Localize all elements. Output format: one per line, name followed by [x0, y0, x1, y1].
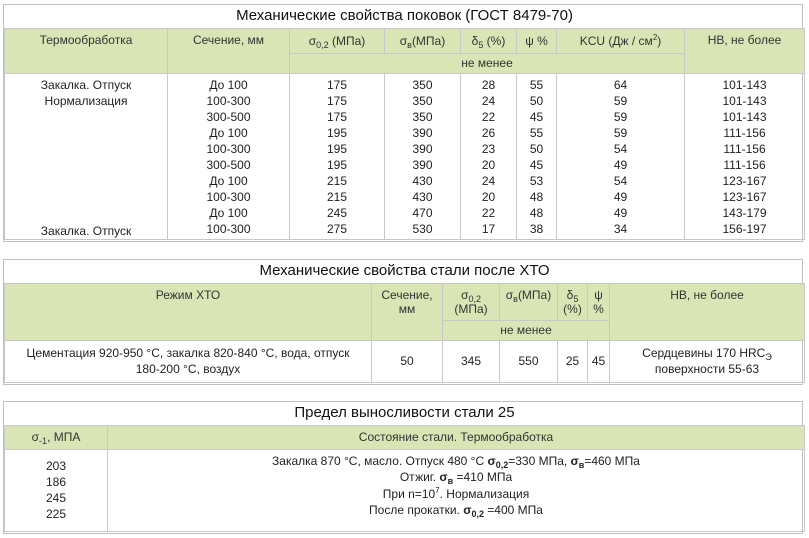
kcu-column [557, 73, 685, 240]
cell-value: 175 [326, 93, 348, 108]
xto-properties-table [3, 259, 803, 385]
delta-5-column [461, 73, 517, 240]
cell-value: 390 [412, 125, 433, 140]
cell-value: 100-300 [206, 221, 251, 236]
header-kcu: KCU $(Дж / см^2)$ [557, 28, 685, 53]
header-state: Состояние стали. Термообработка [108, 425, 805, 449]
xto-delta-5: 25 [558, 340, 588, 382]
header-psi: ψ % [588, 283, 610, 320]
table-title: Предел выносливости стали 25 [294, 404, 515, 422]
cell-value: 111-156 [723, 157, 766, 172]
hb-line: поверхности 55-63 [654, 362, 760, 376]
forgings-properties-table [3, 4, 803, 242]
cell-value: 49 [613, 189, 628, 204]
cell-value: 390 [412, 141, 433, 156]
header-treatment: Термообработка [5, 28, 168, 73]
header-hb: HB, не более [610, 283, 805, 340]
cell-value: 20 [481, 189, 496, 204]
header-delta-5: $\delta_5$ (%) [558, 283, 588, 320]
cell-value: 123-167 [722, 173, 767, 188]
cell-value: 123-167 [722, 189, 767, 204]
psi-column [517, 73, 557, 240]
cell-value: 530 [412, 221, 433, 236]
endurance-value: 203 [45, 458, 67, 473]
cell-value: 215 [326, 173, 348, 188]
treatment-column [5, 73, 168, 223]
endurance-value: 245 [45, 490, 67, 505]
xto-sigma-b: 550 [500, 340, 558, 382]
xto-mode [5, 340, 372, 382]
cell-value: 53 [529, 173, 544, 188]
header-not-less: не менее [443, 320, 610, 340]
cell-value: 64 [613, 77, 628, 92]
cell-value: 22 [481, 205, 496, 220]
endurance-value: 186 [45, 474, 67, 489]
cell-value: 156-197 [722, 221, 767, 236]
cell-value: 59 [613, 125, 628, 140]
header-sigma-02: $\sigma_{0,2}$ (МПа) [443, 283, 500, 320]
cell-value: 49 [613, 157, 628, 172]
cell-value: 215 [326, 189, 348, 204]
state-line: Отжиг. $\sigma_в =410$ МПа [399, 470, 513, 486]
cell-value: 430 [412, 189, 433, 204]
header-section: Сечение, мм [168, 28, 290, 73]
cell-value: 101-143 [722, 109, 767, 124]
cell-value: 45 [529, 109, 544, 124]
cell-value: 54 [613, 141, 628, 156]
cell-value: До 100 [209, 125, 248, 140]
cell-value: 350 [412, 77, 433, 92]
xto-hb [610, 340, 805, 382]
cell-value: 100-300 [206, 189, 251, 204]
cell-value: 300-500 [206, 157, 251, 172]
cell-value: 143-179 [722, 205, 767, 220]
cell-value: 350 [412, 109, 433, 124]
cell-value: 17 [481, 221, 496, 236]
sigma-b-column [385, 73, 461, 240]
table-title: Механические свойства стали после ХТО [259, 262, 550, 280]
cell-value: 59 [613, 109, 628, 124]
cell-value: 390 [412, 157, 433, 172]
cell-value: 195 [326, 157, 348, 172]
endurance-value: 225 [45, 506, 67, 521]
cell-value: 175 [326, 77, 348, 92]
cell-value: 23 [481, 141, 496, 156]
cell-value: 45 [529, 157, 544, 172]
cell-value: 48 [529, 205, 544, 220]
cell-value: 100-300 [206, 93, 251, 108]
header-sigma-minus-1: $\sigma_{-1}$, МПА [5, 425, 108, 449]
cell-value: До 100 [209, 77, 248, 92]
header-delta-5: $\delta_5$ (%) [461, 28, 517, 53]
cell-value: 28 [481, 77, 496, 92]
cell-value: 24 [481, 93, 496, 108]
xto-sigma-02: 345 [443, 340, 500, 382]
cell-value: 24 [481, 173, 496, 188]
cell-value: 38 [529, 221, 544, 236]
cell-value: 101-143 [722, 93, 767, 108]
sigma-02-column [290, 73, 385, 240]
hb-line: Сердцевины 170 $HRC_Э$ [642, 346, 772, 362]
header-hb: HB, не более [685, 28, 805, 73]
cell-value: 34 [613, 221, 628, 236]
state-column [108, 449, 805, 531]
mode-line: Цементация 920-950 °С, закалка 820-840 °С, вода, отпуск [26, 346, 350, 360]
endurance-limit-table [3, 401, 803, 534]
cell-value: 55 [529, 77, 544, 92]
cell-value: 101-143 [722, 77, 767, 92]
hb-column [685, 73, 805, 240]
cell-value: 470 [412, 205, 433, 220]
xto-psi: 45 [588, 340, 610, 382]
cell-value: 350 [412, 93, 433, 108]
cell-value: 175 [326, 109, 348, 124]
cell-value: 55 [529, 125, 544, 140]
cell-value: 111-156 [723, 125, 766, 140]
cell-value: 100-300 [206, 141, 251, 156]
cell-value: До 100 [209, 205, 248, 220]
state-line: После прокатки. $\sigma_{0,2} =400$ МПа [369, 503, 543, 519]
cell-value: 275 [326, 221, 348, 236]
header-psi: ψ % [517, 28, 557, 53]
cell-value: 111-156 [723, 141, 766, 156]
cell-value: 54 [613, 173, 628, 188]
header-sigma-b: $\sigma_в(МПа)$ [385, 28, 461, 53]
header-section: Сечение, мм [372, 283, 443, 340]
cell-value: 50 [529, 141, 544, 156]
cell-value: 49 [613, 205, 628, 220]
cell-value: 300-500 [206, 109, 251, 124]
section-column [168, 73, 290, 240]
cell-value: 48 [529, 189, 544, 204]
cell-value: 430 [412, 173, 433, 188]
treatment-line: Нормализация [44, 93, 128, 108]
state-line: При $n=10^7$. Нормализация [382, 485, 530, 501]
cell-value: До 100 [209, 173, 248, 188]
cell-value: 59 [613, 93, 628, 108]
table-title: Механические свойства поковок (ГОСТ 8479-70) [236, 7, 573, 25]
endurance-values [5, 449, 108, 531]
xto-section: 50 [372, 340, 443, 382]
mode-line: 180-200 °С, воздух [135, 362, 241, 376]
cell-value: 50 [529, 93, 544, 108]
header-sigma-b: $\sigma_в(МПа)$ [500, 283, 558, 320]
header-sigma-02: $\sigma_{0,2}$ (МПа) [290, 28, 385, 53]
cell-value: 195 [326, 141, 348, 156]
treatment-line: Закалка. Отпуск [40, 77, 132, 92]
header-mode: Режим ХТО [5, 283, 372, 340]
cell-value: 245 [326, 205, 348, 220]
cell-value: 195 [326, 125, 348, 140]
state-line: Закалка 870 °С, масло. Отпуск 480 °С $\sigma_{0,2}=330$ МПа, $\sigma_в=460$ МПа [272, 453, 640, 470]
cell-value: 20 [481, 157, 496, 172]
cell-value: 22 [481, 109, 496, 124]
cell-value: 26 [481, 125, 496, 140]
header-not-less: не менее [290, 53, 685, 73]
treatment-last: Закалка. Отпуск [5, 223, 168, 240]
